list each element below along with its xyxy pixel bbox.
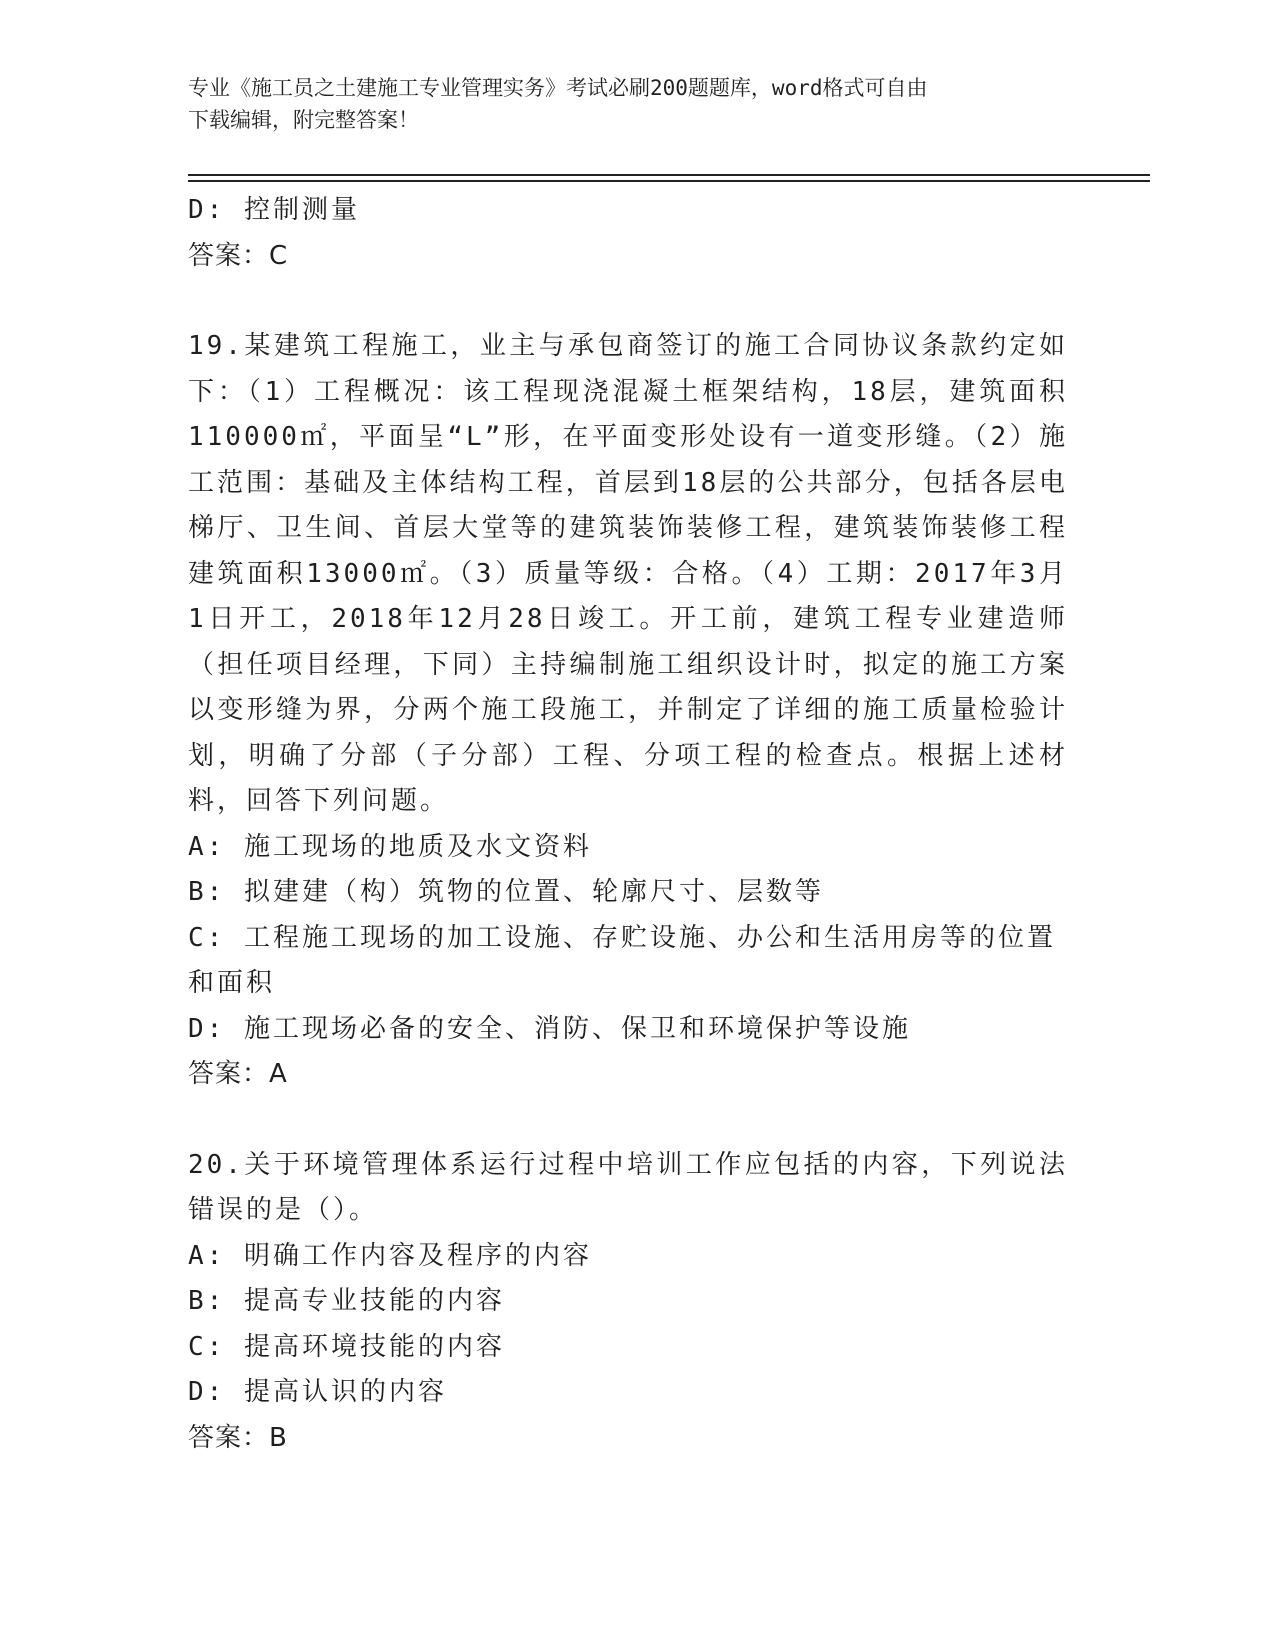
answer: 答案：A [188, 1059, 288, 1089]
option-a: A: 明确工作内容及程序的内容 [188, 1240, 592, 1271]
question-stem: 20.关于环境管理体系运行过程中培训工作应包括的内容，下列说法错误的是（）。 [188, 1149, 1068, 1225]
prev-answer: 答案：C [188, 240, 289, 271]
option-b: B: 提高专业技能的内容 [188, 1286, 505, 1316]
header-divider-top [188, 174, 1150, 176]
question-20 [188, 1143, 1068, 1462]
option-d: D: 施工现场必备的安全、消防、保卫和环境保护等设施 [188, 1013, 911, 1044]
option-b: B: 拟建建（构）筑物的位置、轮廓尺寸、层数等 [188, 877, 824, 907]
option-d: D: 提高认识的内容 [188, 1377, 447, 1407]
question-19 [188, 324, 1068, 1098]
spacer [188, 1098, 1068, 1143]
header-divider-bottom [188, 180, 1150, 182]
page-header [188, 72, 1068, 136]
question-stem: 19.某建筑工程施工，业主与承包商签订的施工合同协议条款约定如下：（1）工程概况：该工程现浇混凝土框架结构，18层，建筑面积110000㎡，平面呈“L”形，在平面变形处设有一道变形缝。（2）施工范围：基础及主体结构工程，首层到18层的公共部分，包括各层电梯厅、卫生间、首层大堂等的建筑装饰装修工程，建筑装饰装修工程建筑面积13000㎡。（3）质量等级：合格。（4）工期：2017年3月1日开工，2018年12月28日竣工。开工前，建筑工程专业建造师（担任项目经理，下同）主持编制施工组织设计时，拟定的施工方案以变形缝为界，分两个施工段施工，并制定了详细的施工质量检验计划，明确了分部（子分部）工程、分项工程的检查点。根据上述材料，回答下列问题。 [188, 331, 1068, 816]
prev-option-d: D: 控制测量 [188, 195, 360, 225]
option-a: A: 施工现场的地质及水文资料 [188, 831, 592, 862]
header-title-line-1: 专业《施工员之土建施工专业管理实务》考试必刷200题题库，word格式可自由 [188, 76, 928, 100]
option-c: C: 工程施工现场的加工设施、存贮设施、办公和生活用房等的位置和面积 [188, 922, 1056, 998]
header-title-line-2: 下载编辑，附完整答案！ [188, 108, 419, 132]
answer: 答案：B [188, 1422, 288, 1453]
document-body [188, 188, 1068, 1461]
option-c: C: 提高环境技能的内容 [188, 1331, 505, 1362]
spacer [188, 279, 1068, 324]
